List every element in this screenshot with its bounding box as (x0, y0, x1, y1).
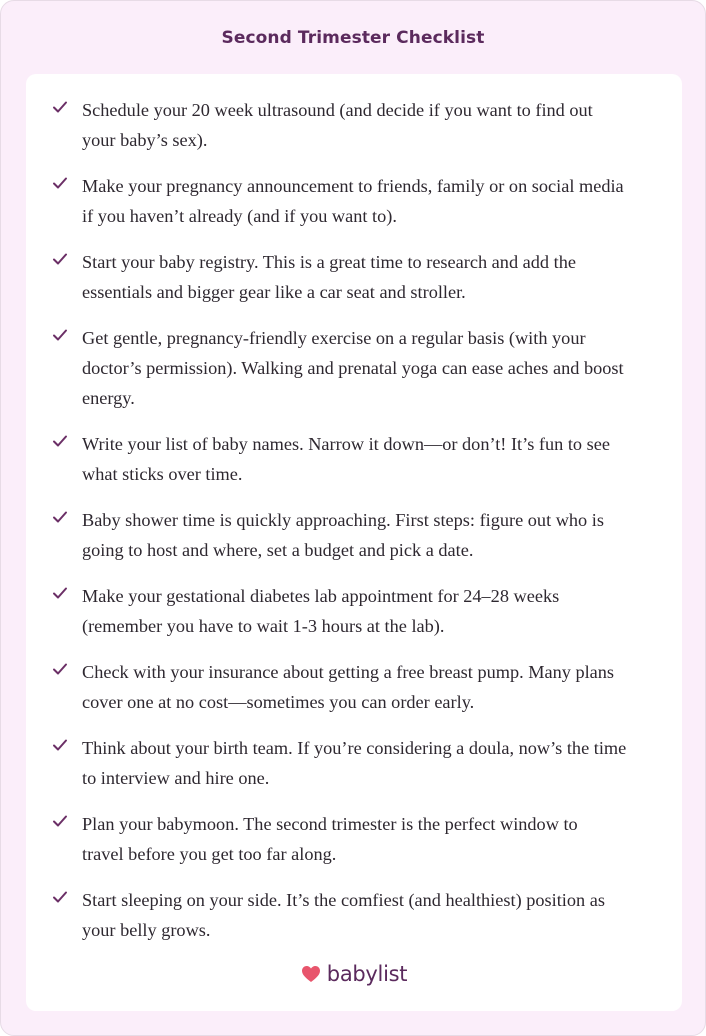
checkmark-icon (52, 510, 68, 524)
list-item-line: Baby shower time is quickly approaching. First steps: figure out who is (82, 510, 604, 530)
checkmark-icon (52, 252, 68, 266)
page-title: Second Trimester Checklist (221, 28, 485, 48)
list-item-line: Check with your insurance about getting a free breast pump. Many plans (82, 662, 615, 682)
list-item-text (82, 323, 667, 413)
checkmark-icon (52, 176, 68, 190)
checkmark-icon (52, 738, 68, 752)
brand-name: babylist (326, 962, 408, 986)
list-item-text (82, 581, 667, 641)
checkmark-icon (52, 328, 68, 342)
list-item-line: Start sleeping on your side. It’s the comfiest (and healthiest) position as (82, 890, 605, 910)
list-item-line: Write your list of baby names. Narrow it down—or don’t! It’s fun to see (82, 434, 610, 454)
list-item-line: if you haven’t already (and if you want to). (82, 206, 397, 226)
checkmark-icon (52, 586, 68, 600)
list-item-text (82, 657, 667, 717)
checkmark-icon (52, 662, 68, 676)
list-item-text (82, 733, 667, 793)
list-item-line: Make your pregnancy announcement to friends, family or on social media (82, 176, 624, 196)
list-item-line: to interview and hire one. (82, 768, 270, 788)
list-item-line: Make your gestational diabetes lab appointment for 24–28 weeks (82, 586, 560, 606)
heart-icon (301, 965, 321, 983)
checkmark-icon (52, 890, 68, 904)
list-item-line: cover one at no cost—sometimes you can order early. (82, 692, 475, 712)
list-item-line: your belly grows. (82, 920, 211, 940)
checkmark-icon (52, 100, 68, 114)
list-item-text (82, 809, 667, 869)
checkmark-icon (52, 434, 68, 448)
checkmark-icon (52, 814, 68, 828)
list-item-text (82, 505, 667, 565)
list-item-line: doctor’s permission). Walking and prenatal yoga can ease aches and boost (82, 358, 624, 378)
list-item-text (82, 95, 667, 155)
list-item-text (82, 247, 667, 307)
list-item-line: Schedule your 20 week ultrasound (and decide if you want to find out (82, 100, 593, 120)
list-item-line: going to host and where, set a budget and pick a date. (82, 540, 474, 560)
list-item-line: Plan your babymoon. The second trimester is the perfect window to (82, 814, 578, 834)
list-item-text (82, 429, 667, 489)
list-item-line: Think about your birth team. If you’re considering a doula, now’s the time (82, 738, 627, 758)
list-item-text (82, 885, 667, 945)
list-item-line: your baby’s sex). (82, 130, 208, 150)
list-item-line: essentials and bigger gear like a car seat and stroller. (82, 282, 466, 302)
list-item-line: travel before you get too far along. (82, 844, 337, 864)
checklist-panel (26, 74, 682, 1011)
list-item-line: Start your baby registry. This is a great time to research and add the (82, 252, 576, 272)
list-item-line: (remember you have to wait 1-3 hours at the lab). (82, 616, 445, 636)
list-item-line: what sticks over time. (82, 464, 243, 484)
list-item-line: energy. (82, 388, 135, 408)
brand-logo (26, 962, 682, 992)
list-item-line: Get gentle, pregnancy-friendly exercise on a regular basis (with your (82, 328, 586, 348)
list-item-text (82, 171, 667, 231)
